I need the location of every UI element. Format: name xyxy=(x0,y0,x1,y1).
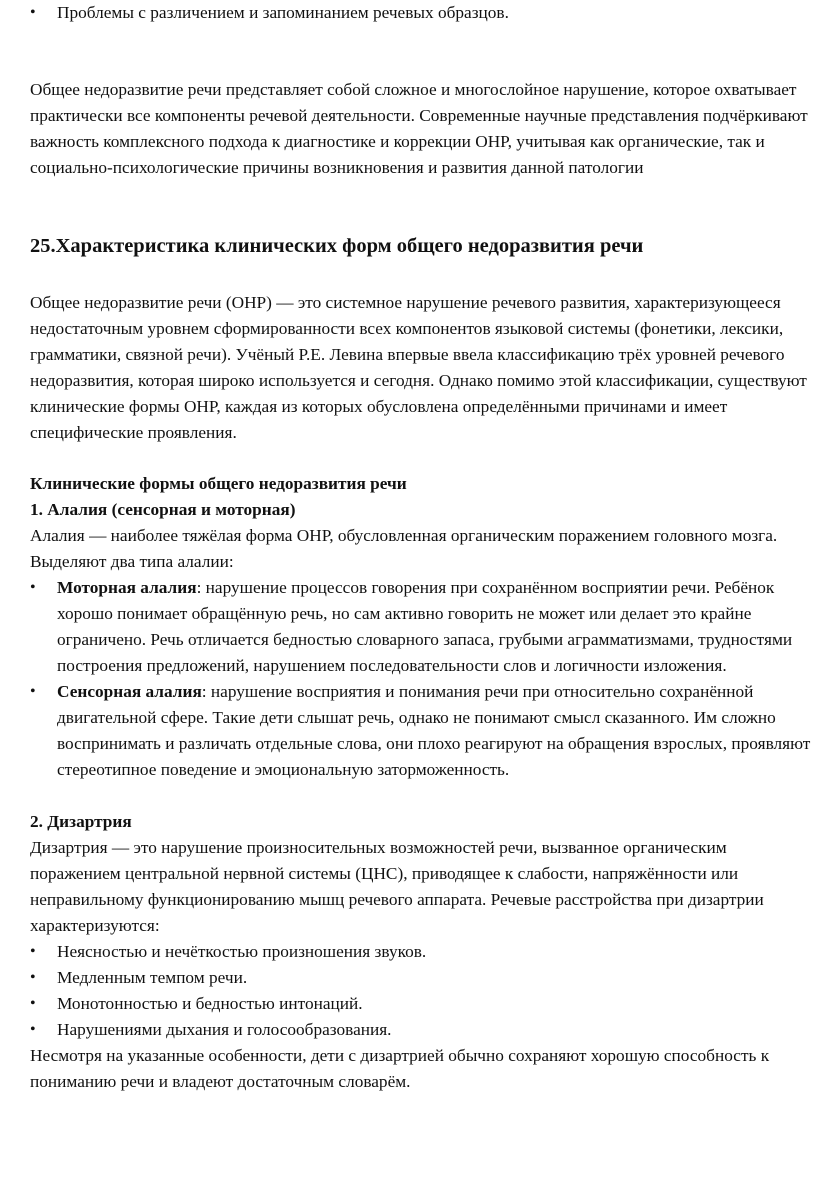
list-item xyxy=(30,575,816,679)
document-content xyxy=(30,0,816,1095)
dysarthria-heading: 2. Дизартрия xyxy=(30,812,132,831)
list-item-text: : нарушение процессов говорения при сохранённом восприятии речи. Ребёнок хорошо понимает обращённую речь, но сам активно говорить не может или делает это крайне ограничено. Речь отличается бедностью словарного запаса, грубыми аграмматизмами, трудностями построения предложений, нарушением последовательности слов и логичности изложения. xyxy=(57,578,793,675)
alalia-heading: 1. Алалия (сенсорная и моторная) xyxy=(30,500,296,519)
top-bullet-list xyxy=(30,0,816,26)
section-paragraph: Общее недоразвитие речи (ОНР) — это системное нарушение речевого развития, характеризующееся недостаточным уровнем сформированности всех компонентов языковой системы (фонетики, лексики, грамматики, связной речи). Учёный Р.Е. Левина впервые ввела классификацию трёх уровней речевого недоразвития, которая широко используется и сегодня. Однако помимо этой классификации, существуют клинические формы ОНР, каждая из которых обусловлена определёнными причинами и имеет специфические проявления. xyxy=(30,293,807,442)
alalia-text: Алалия — наиболее тяжёлая форма ОНР, обусловленная органическим поражением головного мозга. Выделяют два типа алалии: xyxy=(30,526,778,571)
intro-paragraph: Общее недоразвитие речи представляет собой сложное и многослойное нарушение, которое охватывает практически все компоненты речевой деятельности. Современные научные представления подчёркивают важность комплексного подхода к диагностике и коррекции ОНР, учитывая как органические, так и социально-психологические причины возникновения и развития данной патологии xyxy=(30,80,808,177)
forms-heading: Клинические формы общего недоразвития речи xyxy=(30,474,407,493)
list-item: • Медленным темпом речи. xyxy=(30,965,816,991)
list-item-term: Моторная алалия xyxy=(57,578,197,597)
list-item: • Неясностью и нечёткостью произношения звуков. xyxy=(30,939,816,965)
dysarthria-text: Дизартрия — это нарушение произносительных возможностей речи, вызванное органическим поражением центральной нервной системы (ЦНС), приводящее к слабости, напряжённости или неправильному функционированию мышц речевого аппарата. Речевые расстройства при дизартрии характеризуются: xyxy=(30,838,764,935)
list-item-text: : нарушение восприятия и понимания речи при относительно сохранённой двигательной сфере. Такие дети слышат речь, однако не понимают смысл сказанного. Им сложно воспринимать и различать отдельные слова, они плохо реагируют на обращения взрослых, проявляют стереотипное поведение и эмоциональную заторможенность. xyxy=(57,682,811,779)
list-item xyxy=(30,679,816,783)
alalia-list xyxy=(30,575,816,783)
dysarthria-list xyxy=(30,939,816,1043)
list-item-term: Сенсорная алалия xyxy=(57,682,202,701)
list-item: • Проблемы с различением и запоминанием речевых образцов. xyxy=(30,0,816,26)
list-item: • Монотонностью и бедностью интонаций. xyxy=(30,991,816,1017)
list-item: • Нарушениями дыхания и голосообразования. xyxy=(30,1017,816,1043)
dysarthria-conclusion: Несмотря на указанные особенности, дети с дизартрией обычно сохраняют хорошую способность к пониманию речи и владеют достаточным словарём. xyxy=(30,1046,770,1091)
section-heading: 25.Характеристика клинических форм общего недоразвития речи xyxy=(30,235,644,257)
